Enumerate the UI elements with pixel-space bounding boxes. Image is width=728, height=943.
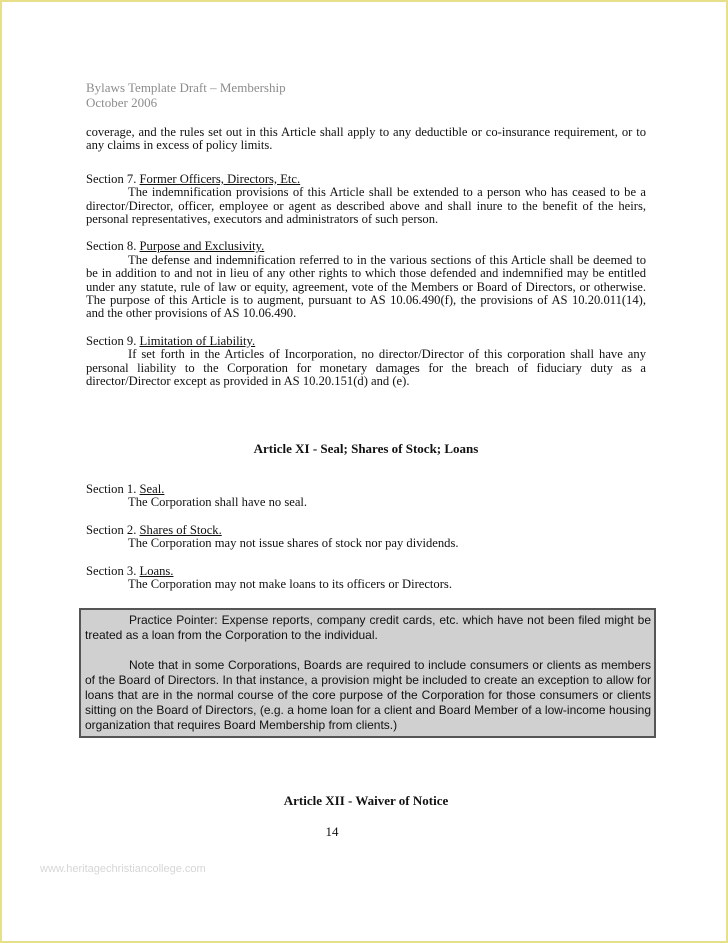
- section-8-number: Section 8.: [86, 239, 140, 254]
- header-title: Bylaws Template Draft – Membership: [86, 80, 286, 95]
- article-xi-section-2: [86, 524, 646, 551]
- a11-section-2-number: Section 2.: [86, 522, 140, 537]
- a11-section-1-number: Section 1.: [86, 482, 140, 496]
- a11-section-2-body: The Corporation may not issue shares of stock nor pay dividends.: [128, 536, 459, 551]
- section-7-body: The indemnification provisions of this Article shall be extended to a person who has ceased to be a director/Director, officer, employee or agent as described above and shall inure to the benefit of the heirs, personal representatives, executors and administrators of such person.: [86, 185, 646, 227]
- a11-section-2-title: Shares of Stock.: [139, 522, 222, 537]
- section-7: [86, 173, 646, 227]
- section-8-title: Purpose and Exclusivity.: [139, 239, 265, 254]
- a11-section-3-title: Loans.: [139, 563, 174, 578]
- section-7-title: Former Officers, Directors, Etc.: [139, 171, 301, 186]
- section-9: [86, 335, 646, 389]
- a11-section-3-number: Section 3.: [86, 563, 140, 578]
- article-xi-sections: [86, 483, 646, 591]
- section-8-body: The defense and indemnification referred to in the various sections of this Article shall be deemed to be in addition to and not in lieu of any other rights to which those defended and indemnified may be entitled under any statute, rule of law or equity, agreement, vote of the Members or Board of Directors, or otherwise. The purpose of this Article is to augment, pursuant to AS 10.06.490(f), the provisions of AS 10.20.011(14), and the other provisions of AS 10.06.490.: [86, 252, 646, 321]
- document-header: [86, 80, 286, 110]
- article-xii-heading: Article XII - Waiver of Notice: [283, 793, 449, 808]
- section-9-title: Limitation of Liability.: [139, 333, 256, 348]
- a11-section-1-title: Seal.: [139, 482, 165, 496]
- a11-section-3-body: The Corporation may not make loans to its officers or Directors.: [128, 577, 452, 592]
- intro-paragraph: coverage, and the rules set out in this Article shall apply to any deductible or co-insurance requirement, or to any claims in excess of policy limits.: [86, 125, 646, 153]
- article-xi-section-3: [86, 565, 646, 592]
- watermark-text: www.heritagechristiancollege.com: [40, 863, 206, 875]
- practice-pointer-text: Practice Pointer: Expense reports, company credit cards, etc. which have not been filed might be treated as a loan from the Corporation to the individual.: [85, 613, 651, 642]
- section-9-number: Section 9.: [86, 333, 140, 348]
- article-xi-heading: Article XI - Seal; Shares of Stock; Loans: [253, 441, 479, 456]
- board-loans-note: Note that in some Corporations, Boards are required to include consumers or clients as members of the Board of Directors. In that instance, a provision might be included to create an exception to allow for loans that are in the normal course of the core purpose of the Corporation for those consumers or clients sitting on the Board of Directors, (e.g. a home loan for a client and Board Member of a low-income housing organization that requires Board Membership from clients.): [85, 658, 651, 732]
- article-xi-section-1: [86, 483, 646, 510]
- header-date: October 2006: [86, 95, 158, 110]
- article-x-continued: [86, 126, 646, 389]
- section-9-body: If set forth in the Articles of Incorporation, no director/Director of this corporation shall have any personal liability to the Corporation for monetary damages for the breach of fiduciary duty as a director/Director except as provided in AS 10.20.151(d) and (e).: [86, 347, 646, 389]
- section-7-number: Section 7.: [86, 171, 140, 186]
- a11-section-1-body: The Corporation shall have no seal.: [128, 495, 308, 510]
- page-number: 14: [325, 824, 339, 839]
- section-8: [86, 240, 646, 320]
- practice-pointer-box: [79, 608, 656, 738]
